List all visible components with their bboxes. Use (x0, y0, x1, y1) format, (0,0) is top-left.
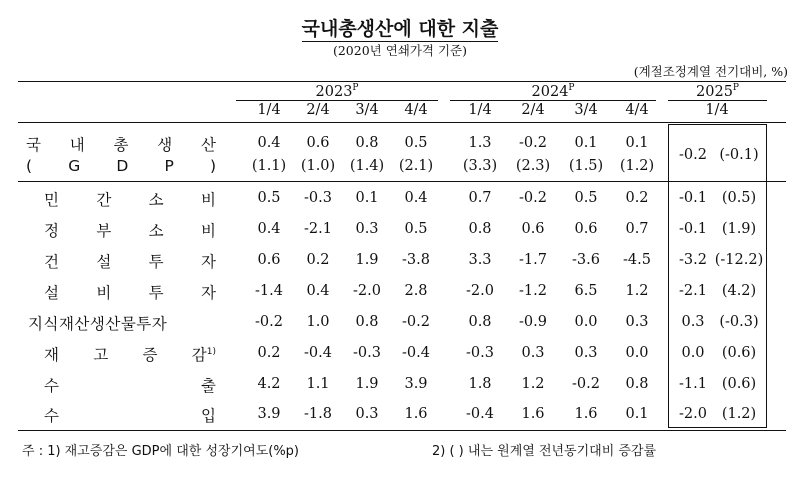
table-cell: 1.6 (521, 406, 545, 422)
table-cell: 0.8 (355, 314, 379, 330)
table-cell: 0.6 (521, 221, 545, 237)
table-cell: -0.9 (519, 314, 547, 330)
table-cell: -3.6 (572, 252, 600, 268)
table-cell: 0.5 (404, 221, 428, 237)
table-cell: -0.2 (519, 190, 547, 206)
gdp-yoy-value: (1.5) (568, 158, 604, 174)
gdp-value: 0.1 (574, 135, 598, 151)
latest-cell: -2.1 (679, 283, 707, 299)
footnote-2: 2) ( ) 내는 원계열 전년동기대비 증감률 (432, 444, 657, 459)
gdp-value: 0.5 (404, 135, 428, 151)
row-label-imports: 수 입 (44, 407, 216, 425)
table-cell: 0.7 (625, 221, 649, 237)
quarter-header: 2/4 (306, 102, 330, 118)
latest-yoy-cell: (1.9) (721, 221, 757, 237)
table-cell: 0.1 (625, 406, 649, 422)
table-cell: -0.2 (402, 314, 430, 330)
table-cell: 2.8 (404, 283, 428, 299)
gdp-value: 0.8 (355, 135, 379, 151)
row-label-government-consumption: 정 부 소 비 (44, 222, 216, 240)
price-basis-subtitle: (2020년 연쇄가격 기준) (332, 43, 468, 58)
gdp-yoy-value: (2.3) (515, 158, 551, 174)
gdp-latest-yoy-value: (-0.1) (719, 147, 759, 163)
quarter-header: 1/4 (468, 102, 492, 118)
gdp-value: -0.2 (519, 135, 547, 151)
table-cell: 1.9 (355, 252, 379, 268)
year-underline-2024 (450, 100, 656, 101)
quarter-header: 2/4 (521, 102, 545, 118)
table-cell: -0.4 (402, 345, 430, 361)
table-cell: 3.3 (468, 252, 492, 268)
gdp-value: 0.4 (257, 135, 281, 151)
year-header-2024: $2024^P$ (531, 83, 575, 100)
table-cell: 0.3 (625, 314, 649, 330)
table-cell: -1.4 (255, 283, 283, 299)
latest-cell: -0.1 (679, 190, 707, 206)
table-cell: 0.3 (574, 345, 598, 361)
latest-cell: -2.0 (679, 406, 707, 422)
quarter-header: 3/4 (355, 102, 379, 118)
table-cell: 0.8 (468, 221, 492, 237)
latest-yoy-cell: (0.6) (721, 345, 757, 361)
quarter-header: 4/4 (404, 102, 428, 118)
quarter-header: 3/4 (574, 102, 598, 118)
table-cell: -0.3 (353, 345, 381, 361)
table-cell: -1.2 (519, 283, 547, 299)
quarter-header: 1/4 (257, 102, 281, 118)
row-label-private-consumption: 민 간 소 비 (44, 191, 216, 209)
gdp-latest-value: -0.2 (679, 147, 707, 163)
gdp-value: 0.1 (625, 135, 649, 151)
table-cell: 0.8 (468, 314, 492, 330)
table-cell: -4.5 (623, 252, 651, 268)
year-underline-2025 (668, 100, 767, 101)
table-cell: 0.7 (468, 190, 492, 206)
latest-yoy-cell: (1.2) (721, 406, 757, 422)
row-label-facility-investment: 설 비 투 자 (44, 284, 216, 302)
table-cell: 0.4 (306, 283, 330, 299)
table-top-rule (18, 81, 786, 82)
table-cell: -0.2 (572, 376, 600, 392)
year-header-2025: $2025^P$ (696, 83, 739, 100)
table-cell: 1.8 (468, 376, 492, 392)
gdp-yoy-value: (3.3) (462, 158, 498, 174)
table-title: 국내총생산에 대한 지출 (301, 18, 499, 40)
table-cell: 1.2 (521, 376, 545, 392)
table-cell: 0.3 (521, 345, 545, 361)
table-cell: 0.4 (257, 221, 281, 237)
latest-yoy-cell: (0.6) (721, 376, 757, 392)
gdp-yoy-value: (1.2) (619, 158, 655, 174)
table-cell: -0.3 (466, 345, 494, 361)
table-cell: -0.3 (304, 190, 332, 206)
table-cell: 0.8 (625, 376, 649, 392)
latest-yoy-cell: (0.5) (721, 190, 757, 206)
latest-quarter-highlight-box (668, 124, 767, 428)
table-cell: 3.9 (404, 376, 428, 392)
row-label-construction-investment: 건 설 투 자 (44, 253, 216, 271)
table-cell: -3.8 (402, 252, 430, 268)
gdp-yoy-value: (2.1) (398, 158, 434, 174)
table-cell: -2.1 (304, 221, 332, 237)
table-cell: 1.2 (625, 283, 649, 299)
table-cell: 0.5 (574, 190, 598, 206)
row-label-exports: 수 출 (44, 377, 216, 395)
latest-cell: 0.0 (681, 345, 705, 361)
year-underline-2023 (236, 100, 438, 101)
header-bottom-rule (18, 122, 786, 123)
table-cell: 0.3 (355, 406, 379, 422)
table-cell: 0.2 (257, 345, 281, 361)
table-cell: 1.6 (574, 406, 598, 422)
year-header-2023: $2023^P$ (315, 83, 359, 100)
latest-yoy-cell: (-12.2) (714, 252, 764, 268)
gdp-value: 0.6 (306, 135, 330, 151)
quarter-header: 1/4 (705, 102, 729, 118)
table-cell: 0.3 (355, 221, 379, 237)
gdp-value: 1.3 (468, 135, 492, 151)
table-cell: -1.8 (304, 406, 332, 422)
table-cell: 0.2 (306, 252, 330, 268)
table-cell: -2.0 (466, 283, 494, 299)
table-bottom-rule (18, 430, 786, 431)
table-cell: 0.4 (404, 190, 428, 206)
latest-cell: -1.1 (679, 376, 707, 392)
gdp-yoy-value: (1.1) (251, 158, 287, 174)
table-cell: 0.6 (574, 221, 598, 237)
gdp-row-label-abbrev: ( G D P ) (26, 157, 216, 175)
table-cell: 0.6 (257, 252, 281, 268)
row-label-intellectual-property-investment: 지식재산생산물투자 (28, 315, 168, 333)
table-cell: 0.1 (355, 190, 379, 206)
row-label-inventory-change: 재 고 증 감$^{1)}$ (44, 346, 216, 364)
unit-label: (계절조정계열 전기대비, %) (633, 64, 788, 79)
footnote-marker: 1) (206, 346, 216, 357)
footnote-1: 주 : 1) 재고증감은 GDP에 대한 성장기여도(%p) (22, 444, 300, 459)
gdp-row-label: 국 내 총 생 산 (26, 136, 216, 154)
gdp-yoy-value: (1.4) (349, 158, 385, 174)
table-cell: -0.4 (466, 406, 494, 422)
latest-yoy-cell: (-0.3) (719, 314, 759, 330)
table-cell: 4.2 (257, 376, 281, 392)
latest-yoy-cell: (4.2) (721, 283, 757, 299)
quarter-header: 4/4 (625, 102, 649, 118)
footnotes (22, 440, 780, 459)
table-cell: 6.5 (574, 283, 598, 299)
table-cell: 1.9 (355, 376, 379, 392)
table-cell: 0.2 (625, 190, 649, 206)
table-cell: 1.0 (306, 314, 330, 330)
table-cell: 1.1 (306, 376, 330, 392)
latest-cell: 0.3 (681, 314, 705, 330)
table-cell: 1.6 (404, 406, 428, 422)
table-cell: -0.4 (304, 345, 332, 361)
table-cell: 3.9 (257, 406, 281, 422)
latest-cell: -0.1 (679, 221, 707, 237)
latest-cell: -3.2 (679, 252, 707, 268)
table-cell: -2.0 (353, 283, 381, 299)
table-cell: -1.7 (519, 252, 547, 268)
table-cell: 0.0 (574, 314, 598, 330)
table-cell: 0.5 (257, 190, 281, 206)
gdp-yoy-value: (1.0) (300, 158, 336, 174)
table-cell: 0.0 (625, 345, 649, 361)
table-cell: -0.2 (255, 314, 283, 330)
